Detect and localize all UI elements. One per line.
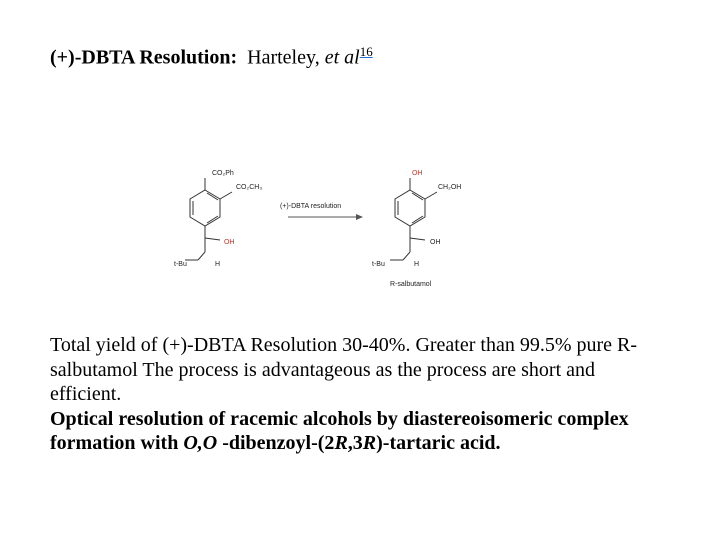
method-heading-oo: O,O [183,432,218,454]
reaction-scheme-svg [160,160,490,295]
method-heading-part3: ,3 [347,432,363,454]
right-hydroxyl: OH [430,239,441,246]
body-text [50,333,670,456]
right-hydroxyl-phenol: OH [412,170,423,177]
left-hydroxyl: OH [224,239,235,246]
left-top-substituent: CO₂Ph [212,170,234,177]
title-bold: (+)-DBTA Resolution: [50,46,238,69]
slide-title [50,44,373,70]
results-paragraph: Total yield of (+)-DBTA Resolution 30-40%. Greater than 99.5% pure R-salbutamol The process is advantageous as the process are short and efficient. [50,334,638,405]
method-heading-r1: R [334,432,348,454]
right-h: H [414,261,420,268]
method-heading-part4: )-tartaric acid. [376,432,501,454]
right-benzene-ring [395,190,425,226]
left-h: H [215,261,221,268]
left-amine-group: t-Bu [174,261,187,268]
title-etal: et al [324,46,360,69]
left-benzene-ring [190,190,220,226]
left-molecule [185,178,232,260]
reference-link[interactable]: 16 [359,44,373,59]
right-molecule [390,178,437,260]
reaction-scheme [160,160,490,295]
method-heading-r2: R [362,432,377,454]
method-heading-part2: -dibenzoyl-(2 [217,432,335,454]
left-right-substituent: CO₂CH₃ [236,184,263,191]
arrow-label: (+)-DBTA resolution [280,203,342,210]
right-hydroxymethyl: CH₂OH [438,184,462,191]
reaction-arrow [288,214,363,220]
right-amine-group: t-Bu [372,261,385,268]
product-name: R-salbutamol [390,281,432,288]
method-heading-part1: Optical resolution of racemic alcohols by diastereoisomeric complex formation with [50,407,629,454]
title-author: Harteley, [247,46,320,69]
